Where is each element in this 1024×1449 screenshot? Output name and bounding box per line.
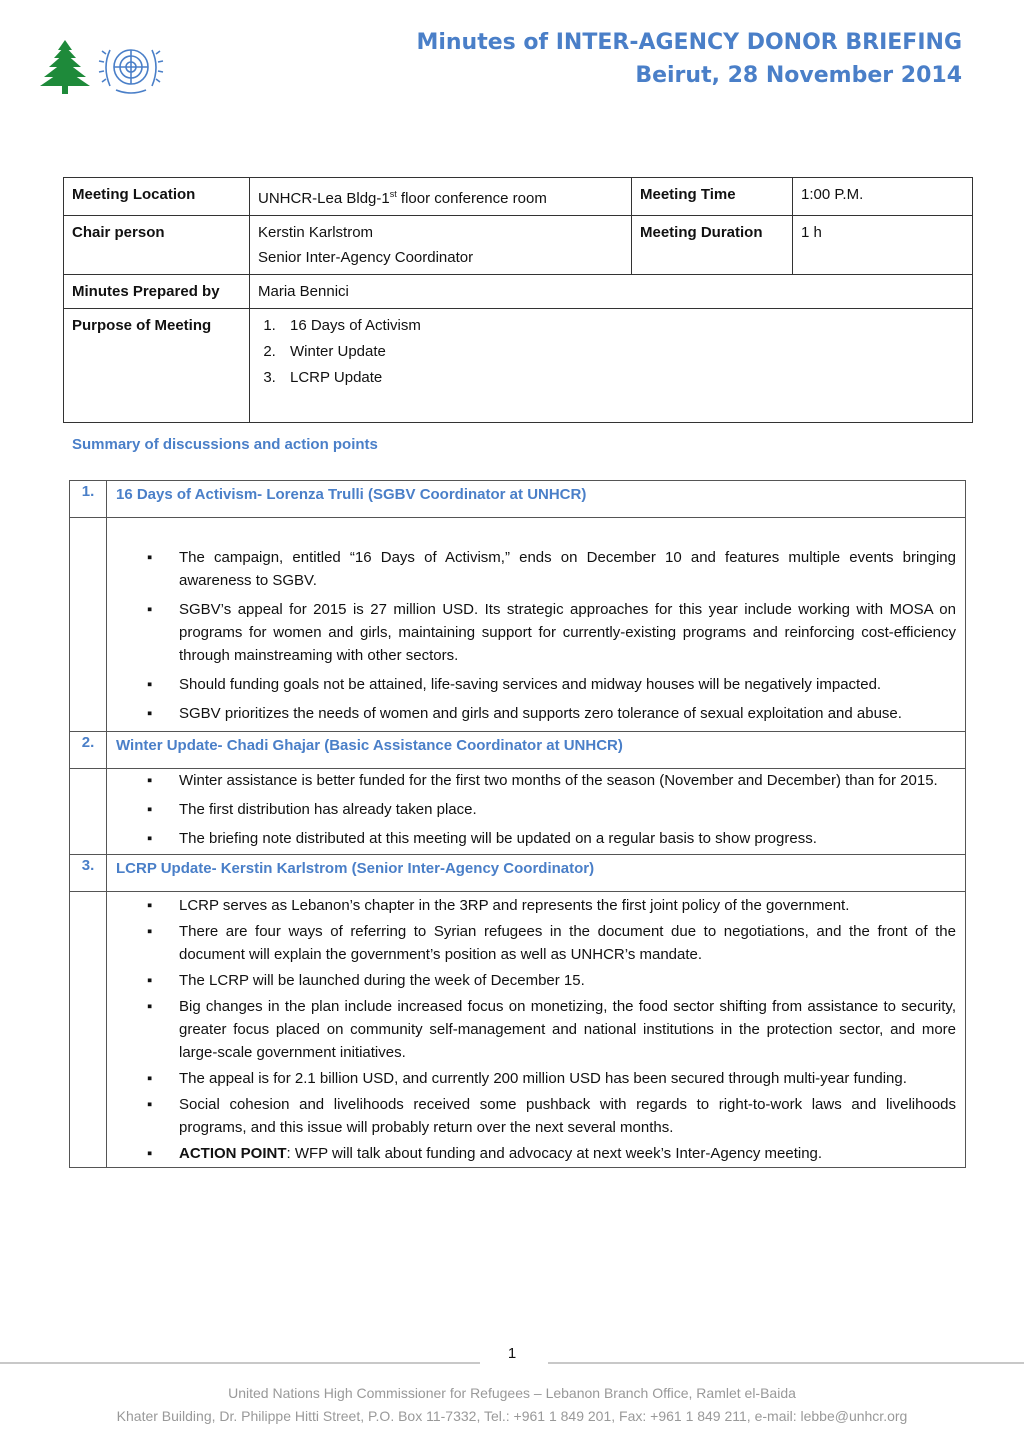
list-item: ▪ The appeal is for 2.1 billion USD, and currently 200 million USD has been secured through multi-year funding. bbox=[179, 1067, 956, 1090]
chair-title: Senior Inter-Agency Coordinator bbox=[258, 249, 474, 266]
footer-line-1: United Nations High Commissioner for Refugees – Lebanon Branch Office, Ramlet el-Baida bbox=[228, 1385, 796, 1401]
document-title bbox=[416, 26, 962, 92]
action-point-label: ACTION POINT bbox=[179, 1145, 287, 1162]
action-point-text: : WFP will talk about funding and advocacy at next week’s Inter-Agency meeting. bbox=[286, 1145, 823, 1162]
footer-rule-left bbox=[0, 1362, 480, 1364]
bullet-list bbox=[107, 546, 965, 725]
duration-label: Meeting Duration bbox=[632, 216, 793, 275]
page-number: 1 bbox=[507, 1345, 517, 1362]
footer-rule-right bbox=[548, 1362, 1024, 1364]
discussion-table bbox=[69, 480, 966, 1168]
chair-value bbox=[250, 216, 632, 275]
logo-group bbox=[38, 38, 168, 98]
list-item: 3. LCRP Update bbox=[280, 365, 964, 391]
number-cell bbox=[70, 518, 107, 732]
bullet-list bbox=[107, 769, 965, 850]
section-heading: LCRP Update- Kerstin Karlstrom (Senior Inter-Agency Coordinator) bbox=[107, 855, 966, 892]
table-row bbox=[64, 275, 973, 309]
prepared-value: Maria Bennici bbox=[250, 275, 973, 309]
list-item: ▪ Winter assistance is better funded for the first two months of the season (November and December) than for 2015. bbox=[179, 769, 956, 792]
table-row bbox=[64, 309, 973, 423]
chair-name: Kerstin Karlstrom bbox=[258, 224, 374, 241]
action-point-item bbox=[179, 1142, 956, 1165]
section-3-body bbox=[70, 892, 966, 1168]
list-item: ▪ SGBV’s appeal for 2015 is 27 million USD. Its strategic approaches for this year include working with MOSA on programs for women and girls, maintaining support for currently-existing programs and reinforcing cost-efficiency through mainstreaming with other sectors. bbox=[179, 598, 956, 667]
section-number: 1. bbox=[70, 481, 107, 518]
list-item: ▪ The campaign, entitled “16 Days of Activism,” ends on December 10 and features multiple events bringing awareness to SGBV. bbox=[179, 546, 956, 592]
purpose-value bbox=[250, 309, 973, 423]
time-label: Meeting Time bbox=[632, 178, 793, 216]
duration-value: 1 h bbox=[793, 216, 973, 275]
title-line-1: Minutes of INTER-AGENCY DONOR BRIEFING bbox=[416, 30, 962, 55]
list-item: ▪ LCRP serves as Lebanon’s chapter in the 3RP and represents the first joint policy of the government. bbox=[179, 894, 956, 917]
list-item: ▪ The briefing note distributed at this meeting will be updated on a regular basis to show progress. bbox=[179, 827, 956, 850]
section-heading: Winter Update- Chadi Ghajar (Basic Assistance Coordinator at UNHCR) bbox=[107, 732, 966, 769]
list-item: ▪ Should funding goals not be attained, life-saving services and midway houses will be negatively impacted. bbox=[179, 673, 956, 696]
time-value: 1:00 P.M. bbox=[793, 178, 973, 216]
footer-line-2: Khater Building, Dr. Philippe Hitti Street, P.O. Box 11-7332, Tel.: +961 1 849 201, Fax: +961 1 849 211, e-mail: lebbe@unhcr.org bbox=[116, 1408, 908, 1424]
meeting-info-table bbox=[63, 177, 973, 423]
number-cell bbox=[70, 769, 107, 855]
chair-label: Chair person bbox=[64, 216, 250, 275]
section-number: 2. bbox=[70, 732, 107, 769]
list-item: ▪ The first distribution has already taken place. bbox=[179, 798, 956, 821]
un-emblem-icon bbox=[98, 38, 166, 98]
section-1-header bbox=[70, 481, 966, 518]
list-item: 2. Winter Update bbox=[280, 339, 964, 365]
list-item: ▪ SGBV prioritizes the needs of women and girls and supports zero tolerance of sexual exploitation and abuse. bbox=[179, 702, 956, 725]
bullet-list bbox=[107, 894, 965, 1165]
section-1-body bbox=[70, 518, 966, 732]
location-label: Meeting Location bbox=[64, 178, 250, 216]
table-row bbox=[64, 178, 973, 216]
section-heading: 16 Days of Activism- Lorenza Trulli (SGBV Coordinator at UNHCR) bbox=[107, 481, 966, 518]
location-value: UNHCR-Lea Bldg-1st floor conference room bbox=[250, 178, 632, 216]
summary-heading: Summary of discussions and action points bbox=[72, 436, 378, 453]
list-item: ▪ The LCRP will be launched during the week of December 15. bbox=[179, 969, 956, 992]
section-number: 3. bbox=[70, 855, 107, 892]
section-content bbox=[107, 518, 966, 732]
purpose-list bbox=[258, 313, 964, 391]
number-cell bbox=[70, 892, 107, 1168]
section-2-header bbox=[70, 732, 966, 769]
section-2-body bbox=[70, 769, 966, 855]
title-line-2: Beirut, 28 November 2014 bbox=[635, 63, 962, 88]
list-item: ▪ There are four ways of referring to Syrian refugees in the document due to negotiations, and the front of the document will explain the government’s position as well as UNHCR’s mandate. bbox=[179, 920, 956, 966]
list-item: ▪ Social cohesion and livelihoods received some pushback with regards to right-to-work laws and livelihoods programs, and this issue will probably return over the next several months. bbox=[179, 1093, 956, 1139]
list-item: ▪ Big changes in the plan include increased focus on monetizing, the food sector shifting from assistance to security, greater focus placed on community self-management and national institutions in the protection sector, and more large-scale government initiatives. bbox=[179, 995, 956, 1064]
prepared-label: Minutes Prepared by bbox=[64, 275, 250, 309]
purpose-label: Purpose of Meeting bbox=[64, 309, 250, 423]
section-content bbox=[107, 769, 966, 855]
section-3-header bbox=[70, 855, 966, 892]
table-row bbox=[64, 216, 973, 275]
section-content bbox=[107, 892, 966, 1168]
footer bbox=[0, 1382, 1024, 1428]
list-item: 1. 16 Days of Activism bbox=[280, 313, 964, 339]
